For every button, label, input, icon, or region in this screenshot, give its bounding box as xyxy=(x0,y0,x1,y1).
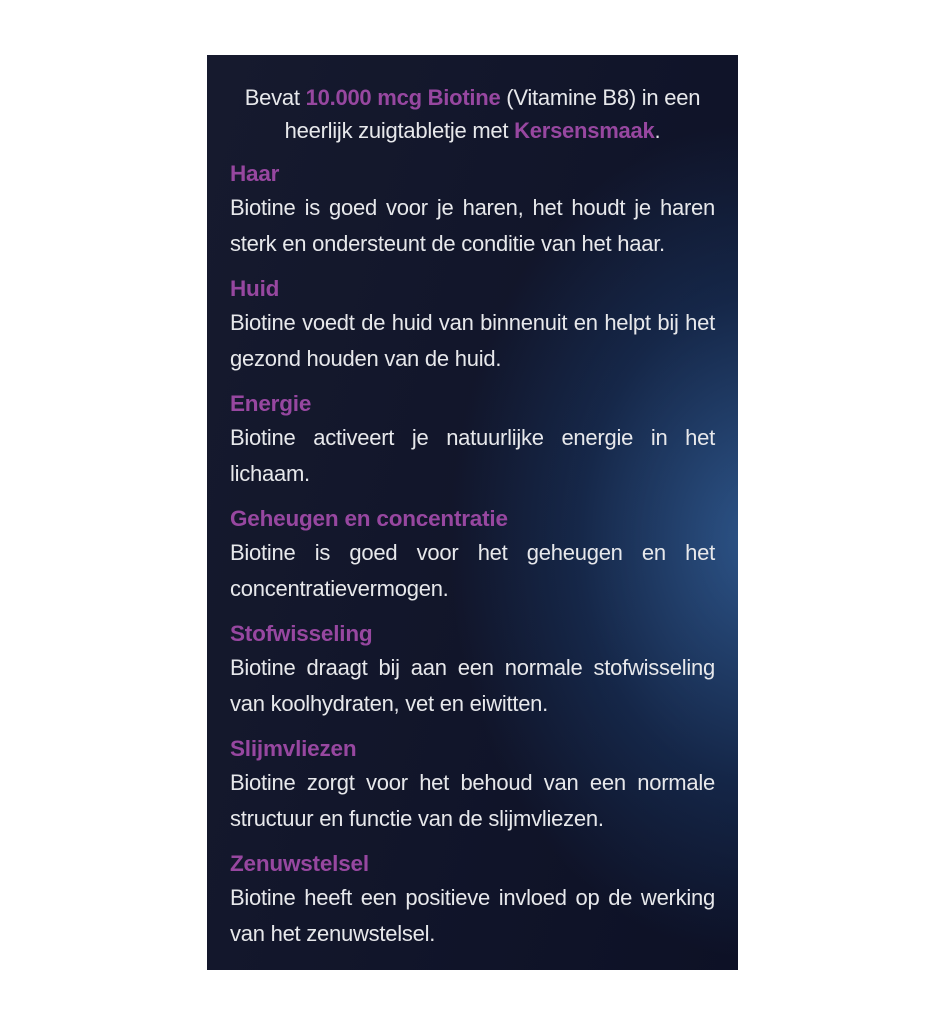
section-stofwisseling xyxy=(230,618,715,722)
section-heading: Slijmvliezen xyxy=(230,736,357,761)
section-haar xyxy=(230,158,715,262)
section-body-line: structuur en functie van de slijmvliezen. xyxy=(230,806,604,831)
section-body-line: lichaam. xyxy=(230,461,310,486)
intro-line-1 xyxy=(230,81,715,114)
section-body-line: Biotine activeert je natuurlijke energie in het xyxy=(230,425,715,450)
flavor-accent: Kersensmaak xyxy=(514,118,655,143)
intro-line1-suffix: (Vitamine B8) in een xyxy=(500,85,701,110)
section-body-line: Biotine draagt bij aan een normale stofwisseling xyxy=(230,655,715,680)
intro-line2-suffix: . xyxy=(654,118,661,143)
section-heading: Haar xyxy=(230,161,280,186)
section-body-line: Biotine voedt de huid van binnenuit en helpt bij het xyxy=(230,310,715,335)
section-body-line: Biotine zorgt voor het behoud van een normale xyxy=(230,770,715,795)
product-info-panel xyxy=(207,55,738,970)
section-heading: Huid xyxy=(230,276,280,301)
intro-text xyxy=(230,81,715,147)
section-slijmvliezen xyxy=(230,733,715,837)
section-body-line: gezond houden van de huid. xyxy=(230,346,502,371)
intro-line2-prefix: heerlijk zuigtabletje met xyxy=(284,118,515,143)
section-body-line: van het zenuwstelsel. xyxy=(230,921,436,946)
intro-line1-prefix: Bevat xyxy=(244,85,306,110)
section-body-line: Biotine heeft een positieve invloed op de werking xyxy=(230,885,715,910)
section-body-line: concentratievermogen. xyxy=(230,576,449,601)
section-geheugen-en-concentratie xyxy=(230,503,715,607)
intro-line-2 xyxy=(230,114,715,147)
section-heading: Energie xyxy=(230,391,312,416)
section-heading: Stofwisseling xyxy=(230,621,373,646)
section-body-line: sterk en ondersteunt de conditie van het haar. xyxy=(230,231,665,256)
section-body-line: Biotine is goed voor je haren, het houdt je haren xyxy=(230,195,715,220)
section-heading: Zenuwstelsel xyxy=(230,851,369,876)
section-zenuwstelsel xyxy=(230,848,715,952)
section-huid xyxy=(230,273,715,377)
section-heading: Geheugen en concentratie xyxy=(230,506,508,531)
section-energie xyxy=(230,388,715,492)
section-body-line: Biotine is goed voor het geheugen en het xyxy=(230,540,715,565)
biotine-dosage-accent: 10.000 mcg Biotine xyxy=(305,85,501,110)
section-body-line: van koolhydraten, vet en eiwitten. xyxy=(230,691,549,716)
